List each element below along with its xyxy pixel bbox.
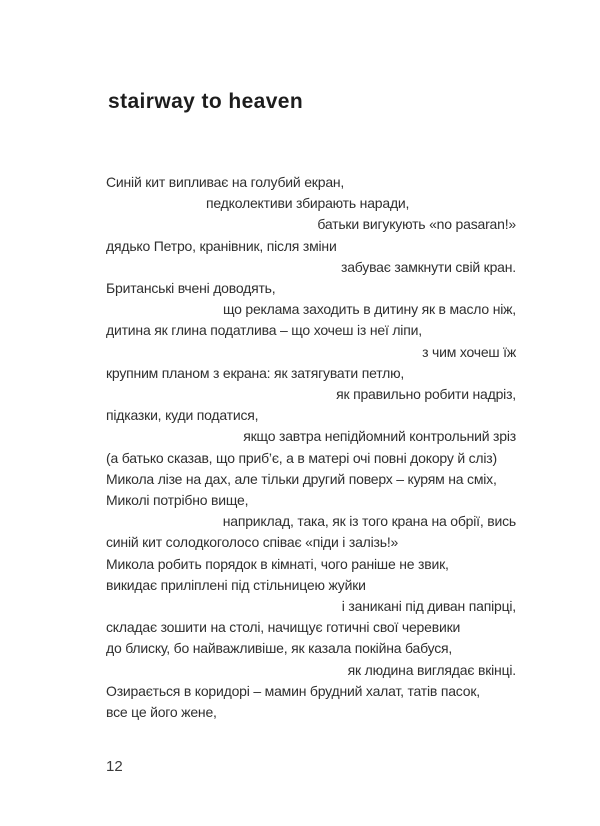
poem-line: як людина виглядає вкінці. bbox=[347, 661, 516, 678]
poem-line: Британські вчені доводять, bbox=[106, 280, 276, 297]
poem-line: викидає приліплені під стільницею жуйки bbox=[106, 576, 366, 593]
poem-line: до блиску, бо найважливіше, як казала покійна бабуся, bbox=[106, 640, 453, 657]
poem-line: крупним планом з екрана: як затягувати петлю, bbox=[106, 364, 405, 381]
poem-line: наприклад, така, як із того крана на обрії, вись bbox=[222, 513, 516, 530]
poem-line: і заникані під диван папірці, bbox=[341, 598, 516, 615]
page-number: 12 bbox=[106, 758, 123, 775]
poem-line: Миколі потрібно вище, bbox=[106, 492, 249, 509]
poem-line: якщо завтра непідйомний контрольний зріз bbox=[243, 428, 516, 445]
poem-line: з чим хочеш їж bbox=[422, 343, 516, 360]
poem-line: Микола лізе на дах, але тільки другий поверх – курям на сміх, bbox=[106, 470, 497, 487]
poem-line: батьки вигукують «no pasaran!» bbox=[317, 216, 516, 233]
poem-line: (а батько сказав, що приб’є, а в матері очі повні докору й сліз) bbox=[106, 449, 497, 466]
poem bbox=[106, 172, 516, 723]
poem-title: stairway to heaven bbox=[108, 90, 304, 114]
poem-line: підказки, куди податися, bbox=[106, 407, 259, 424]
poem-line: Озирається в коридорі – мамин брудний халат, татів пасок, bbox=[106, 682, 480, 699]
poem-line: Синій кит випливає на голубий екран, bbox=[106, 174, 345, 190]
poem-line: все це його жене, bbox=[106, 704, 217, 721]
poem-line: складає зошити на столі, начищує готичні свої черевики bbox=[106, 619, 461, 636]
poem-line: синій кит солодкоголосо співає «піди і залізь!» bbox=[106, 534, 399, 551]
poem-line: Микола робить порядок в кімнаті, чого раніше не звик, bbox=[106, 555, 449, 572]
poem-line: забуває замкнути свій кран. bbox=[340, 258, 516, 275]
poem-line: що реклама заходить в дитину як в масло ніж, bbox=[222, 301, 516, 318]
poem-line: дитина як глина податлива – що хочеш із неї ліпи, bbox=[106, 322, 422, 339]
poem-line: дядько Петро, кранівник, після зміни bbox=[106, 237, 337, 254]
poem-line: як правильно робити надріз, bbox=[336, 386, 516, 403]
poem-line: педколективи збирають наради, bbox=[206, 195, 410, 212]
